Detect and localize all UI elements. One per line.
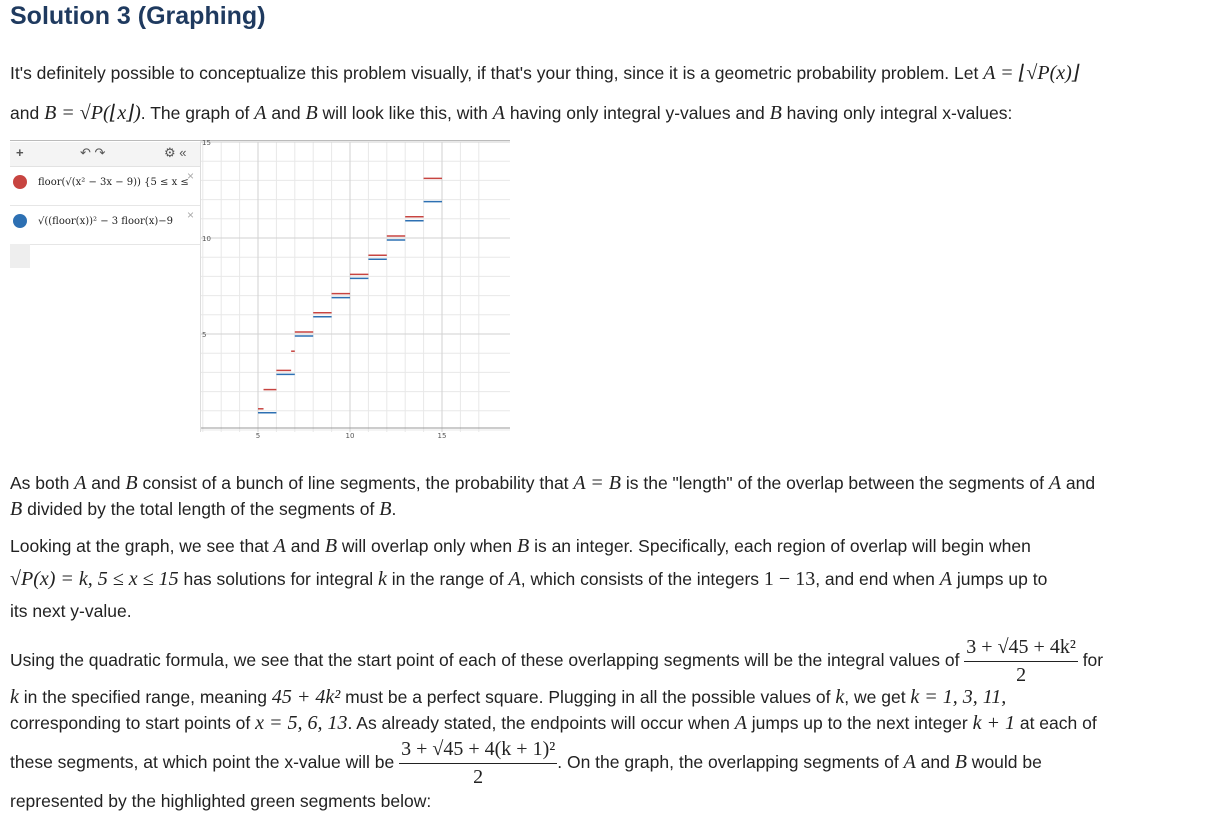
p1-text-g: having only integral x-values: [781, 103, 1013, 123]
p1-text-d: and [266, 103, 306, 123]
y-tick-label: 10 [202, 235, 211, 243]
p4-line3 [10, 712, 1097, 735]
p2-text-e: and [1061, 473, 1096, 493]
expression-2-text[interactable]: √((floor(x))² − 3 floor(x)−9 [38, 216, 173, 227]
p4-var-k: k [10, 686, 19, 708]
add-expression-button[interactable]: + [16, 145, 24, 160]
p3-var-a2: A [508, 568, 521, 590]
expression-row-2[interactable] [10, 206, 200, 245]
delete-expression-1-icon[interactable]: × [186, 169, 194, 183]
p3-text-i: jumps up to [951, 569, 1048, 589]
p3-eq: √P(x) = k, 5 ≤ x ≤ 15 [10, 568, 179, 590]
y-tick-label: 5 [202, 331, 207, 339]
p3-var-k: k [378, 568, 387, 590]
p2-var-a2: A [1048, 472, 1062, 494]
p4-x-values: x = 5, 6, 13 [255, 712, 348, 734]
blue-curve-icon[interactable] [13, 214, 27, 228]
p2-text-c: consist of a bunch of line segments, the probability that [137, 473, 574, 493]
p4-expr: 45 + 4k² [271, 686, 341, 708]
p1-var-a2: A [492, 102, 505, 124]
p1-var-a: A [254, 102, 267, 124]
p3-var-a: A [273, 535, 286, 557]
expression-1-text[interactable]: floor(√(x² − 3x − 9)) {5 ≤ x ≤ [38, 177, 189, 188]
p4-fraction-1-numerator: 3 + √45 + 4k² [964, 636, 1078, 662]
p3-text-f: in the range of [386, 569, 509, 589]
p3-var-b: B [324, 535, 338, 557]
p3-var-a3: A [939, 568, 952, 590]
p4-text-h: jumps up to the next integer [746, 713, 973, 733]
p2-text-a: As both [10, 473, 75, 493]
settings-collapse-icon[interactable]: ⚙ « [164, 145, 187, 160]
p2-var-b2: B [10, 498, 23, 520]
p2-var-b: B [125, 472, 138, 494]
p1-eq-a: A = ⌊√P(x)⌋ [983, 62, 1080, 84]
p4-text-c: in the specified range, meaning [18, 687, 272, 707]
p2-text-g: . [391, 499, 397, 519]
p1-line2 [10, 100, 1012, 125]
p3-text-d: is an integer. Specifically, each region of overlap will begin when [529, 536, 1031, 556]
undo-redo-icon[interactable]: ↶ ↷ [80, 145, 106, 160]
p1-text-b: and [10, 103, 45, 123]
p2-text-b: and [86, 473, 126, 493]
p3-text-a: Looking at the graph, we see that [10, 536, 274, 556]
p4-var-b: B [954, 751, 967, 774]
p3-range: 1 − 13 [763, 568, 816, 590]
x-tick-label: 5 [255, 432, 261, 440]
delete-expression-2-icon[interactable]: × [186, 208, 194, 222]
p3-text-e: has solutions for integral [178, 569, 379, 589]
p4-text-i: at each of [1014, 713, 1097, 733]
section-heading: Solution 3 (Graphing) [10, 2, 266, 30]
p4-line1 [10, 636, 1103, 687]
p1-var-b: B [305, 102, 318, 124]
p3-text-g: , which consists of the integers [520, 569, 764, 589]
p3-var-b2: B [516, 535, 530, 557]
p4-text-g: . As already stated, the endpoints will occur when [347, 713, 735, 733]
p1-eq-b: B = √P(⌊x⌋) [44, 102, 141, 124]
p4-text-b: for [1077, 650, 1104, 671]
p2-text-d: is the "length" of the overlap between the segments of [620, 473, 1049, 493]
p4-text-n: would be [966, 752, 1042, 773]
p4-fraction-2-numerator: 3 + √45 + 4(k + 1)² [399, 738, 557, 764]
p3-line3 [10, 601, 132, 622]
p4-text-j: these segments, at which point the x-value will be [10, 752, 400, 773]
expression-row-1[interactable] [10, 167, 200, 206]
p4-fraction-2 [399, 738, 557, 789]
p1-line1 [10, 60, 1080, 85]
p4-text-e: , we get [844, 687, 911, 707]
empty-expression-slot[interactable] [10, 244, 30, 268]
p4-fraction-1 [964, 636, 1078, 687]
p4-line5 [10, 791, 431, 812]
p2-var-a: A [74, 472, 87, 494]
x-tick-label: 15 [437, 432, 447, 440]
p4-text-m: and [915, 752, 955, 773]
p4-text-a: Using the quadratic formula, we see that the start point of each of these overlapping segments will be the integral values of [10, 650, 965, 671]
p3-line1 [10, 535, 1031, 558]
p3-text-h: , and end when [815, 569, 940, 589]
p4-text-f: corresponding to start points of [10, 713, 256, 733]
p3-line2 [10, 568, 1047, 591]
x-tick-label: 10 [345, 432, 355, 440]
p1-text-a: It's definitely possible to conceptualize this problem visually, if that's your thing, since it is a geometric probability problem. Let [10, 63, 984, 83]
p4-line4 [10, 738, 1042, 789]
p4-var-a2: A [903, 751, 916, 774]
expression-toolbar [10, 142, 200, 167]
graph-top-rule [10, 140, 510, 141]
p4-text-l: . On the graph, the overlapping segments of [557, 752, 904, 773]
p4-line2 [10, 686, 1006, 709]
p3-text-j: its next y-value. [10, 601, 132, 621]
p1-text-f: having only integral y-values and [504, 103, 770, 123]
p2-var-b3: B [379, 498, 392, 520]
p3-text-b: and [285, 536, 325, 556]
p2-text-f: divided by the total length of the segments of [22, 499, 380, 519]
p1-text-c: . The graph of [140, 103, 255, 123]
p4-text-o: represented by the highlighted green segments below: [10, 791, 432, 811]
p4-fraction-2-denominator: 2 [473, 766, 484, 788]
p1-var-b2: B [769, 102, 782, 124]
p4-fraction-1-denominator: 2 [1016, 664, 1027, 686]
p3-text-c: will overlap only when [337, 536, 517, 556]
p4-text-d: must be a perfect square. Plugging in all the possible values of [340, 687, 836, 707]
p4-var-a: A [734, 712, 747, 734]
red-curve-icon[interactable] [13, 175, 27, 189]
y-tick-label: 15 [202, 139, 211, 147]
p4-var-k2: k [835, 686, 845, 708]
p2-eq: A = B [573, 472, 621, 494]
p4-k-values: k = 1, 3, 11, [910, 686, 1007, 708]
p2-line1 [10, 472, 1095, 495]
expression-panel [10, 142, 201, 432]
p4-k-plus-1: k + 1 [972, 712, 1015, 734]
p1-text-e: will look like this, with [317, 103, 493, 123]
p2-line2 [10, 498, 396, 521]
